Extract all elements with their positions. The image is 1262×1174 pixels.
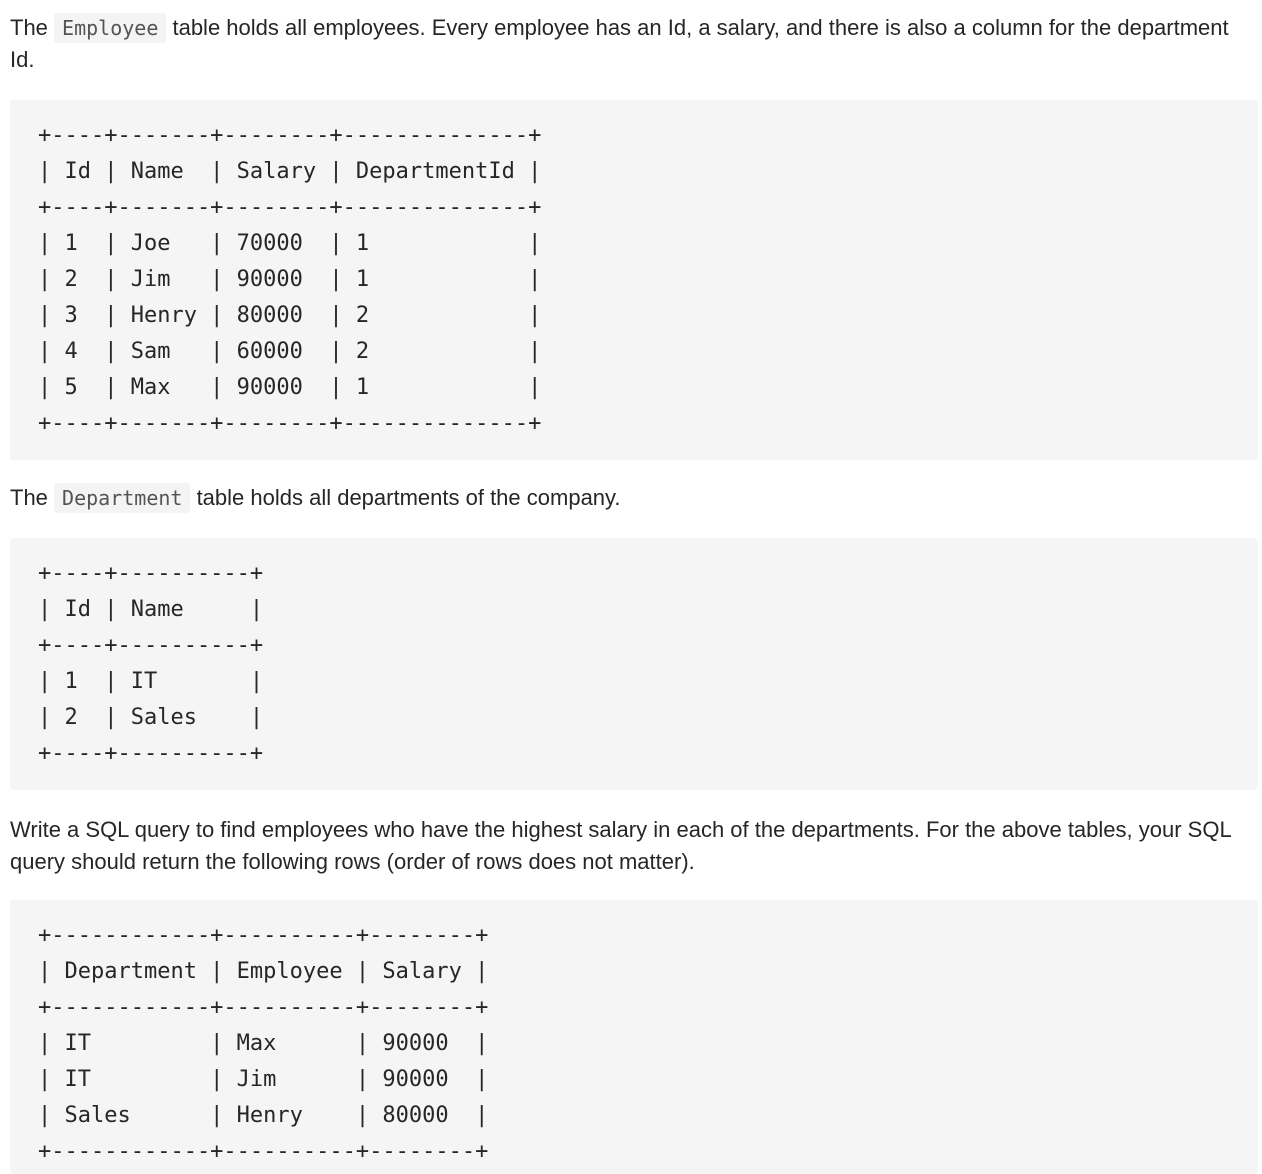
department-intro-before: The xyxy=(10,485,55,510)
employee-intro-paragraph xyxy=(10,12,1255,76)
result-table-text: +------------+----------+--------+ | Department | Employee | Salary | +------------+----------+--------+ | IT | Max | 90000 | | IT | Jim | 90000 | | Sales | Henry | 80000 | +------------+----------+--------+ xyxy=(38,923,489,1164)
department-intro-after: table holds all departments of the company. xyxy=(190,485,621,510)
employee-table-codeblock xyxy=(10,100,1258,460)
result-table-codeblock xyxy=(10,900,1258,1174)
employee-table-name-code: Employee xyxy=(54,13,166,43)
department-table-text: +----+----------+ | Id | Name | +----+----------+ | 1 | IT | | 2 | Sales | +----+----------+ xyxy=(38,561,264,766)
task-paragraph: Write a SQL query to find employees who have the highest salary in each of the departments. For the above tables, your SQL query should return the following rows (order of rows does not matter). xyxy=(10,817,1231,874)
employee-table-text: +----+-------+--------+--------------+ | Id | Name | Salary | DepartmentId | +----+-------+--------+--------------+ | 1 | Joe | 70000 | 1 | | 2 | Jim | 90000 | 1 | | 3 | Henry | 80000 | 2 | | 4 | Sam | 60000 | 2 | | 5 | Max | 90000 | 1 | +----+-------+--------+--------------+ xyxy=(38,123,542,436)
department-table-codeblock xyxy=(10,538,1258,790)
employee-intro-after: table holds all employees. Every employee has an Id, a salary, and there is also a column for the department Id. xyxy=(10,15,1229,72)
department-table-name-code: Department xyxy=(54,483,190,513)
employee-intro-before: The xyxy=(10,15,55,40)
department-intro-paragraph xyxy=(10,482,1255,514)
